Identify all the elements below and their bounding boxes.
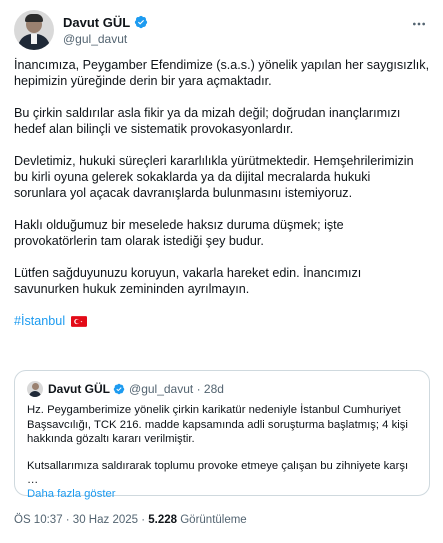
tweet-timestamp[interactable]: ÖS 10:37 · 30 Haz 2025 · [14, 514, 149, 526]
author-handle[interactable]: @gul_davut [63, 31, 128, 46]
tweet-paragraph-2: Bu çirkin saldırılar asla fikir ya da mizah değil; doğrudan inançlarımızı hedef alan bilinçli ve sistematik provokasyonlardır. [14, 106, 401, 136]
author-info [63, 15, 148, 46]
author-avatar[interactable] [14, 10, 54, 50]
hashtag-row [14, 313, 434, 329]
tweet-paragraph-3: Devletimiz, hukuki süreçleri kararlılıkla yürütmektedir. Hemşehrilerimizin bu kirli oyuna gelerek sokaklarda ya da dijital mecralarda hukuki sorunlara yol açacak davranışlarda bulunmasını istemiyoruz. [14, 154, 414, 200]
quoted-author-avatar [27, 381, 43, 397]
tweet-meta [14, 514, 247, 526]
tweet-body [14, 57, 434, 329]
more-options-icon[interactable] [409, 14, 429, 34]
hashtag-link[interactable]: #İstanbul [14, 314, 66, 328]
quoted-tweet-text-2: Kutsallarımıza saldırarak toplumu provoke etmeye çalışan bu zihniyete karşı … [27, 459, 409, 486]
quoted-tweet-header [27, 381, 417, 397]
tweet-paragraph-5: Lütfen sağduyunuzu koruyun, vakarla hareket edin. İnancımızı savunurken hukuk zemininden ayrılmayın. [14, 266, 362, 296]
tweet-paragraph-4: Haklı olduğumuz bir meselede haksız duruma düşmek; işte provokatörlerin tam olarak istediği şey budur. [14, 218, 344, 248]
quoted-author-name: Davut GÜL [48, 382, 111, 396]
quoted-tweet[interactable] [14, 370, 430, 500]
quoted-author-handle-date: @gul_davut · 28d [129, 382, 224, 396]
verified-badge-icon [134, 15, 148, 29]
verified-badge-icon [113, 383, 125, 395]
quoted-tweet-text-1: Hz. Peygamberimize yönelik çirkin karikatür nedeniyle İstanbul Cumhuriyet Başsavcılığı, TCK 216. madde kapsamında adli soruşturma başlatmış; 4 kişi hakkında gözaltı kararı verilmiştir. [27, 404, 408, 445]
views-label: Görüntüleme [177, 514, 247, 526]
views-count: 5.228 [148, 514, 178, 526]
tweet-header [14, 10, 148, 50]
show-more-link[interactable]: Daha fazla göster [27, 487, 116, 500]
tweet-paragraph-1: İnancımıza, Peygamber Efendimize (s.a.s.) yönelik yapılan her saygısızlık, hepimizin yüreğinde derin bir yara açmaktadır. [14, 58, 430, 88]
author-display-name[interactable]: Davut GÜL [63, 14, 131, 30]
turkey-flag-icon [71, 316, 87, 327]
